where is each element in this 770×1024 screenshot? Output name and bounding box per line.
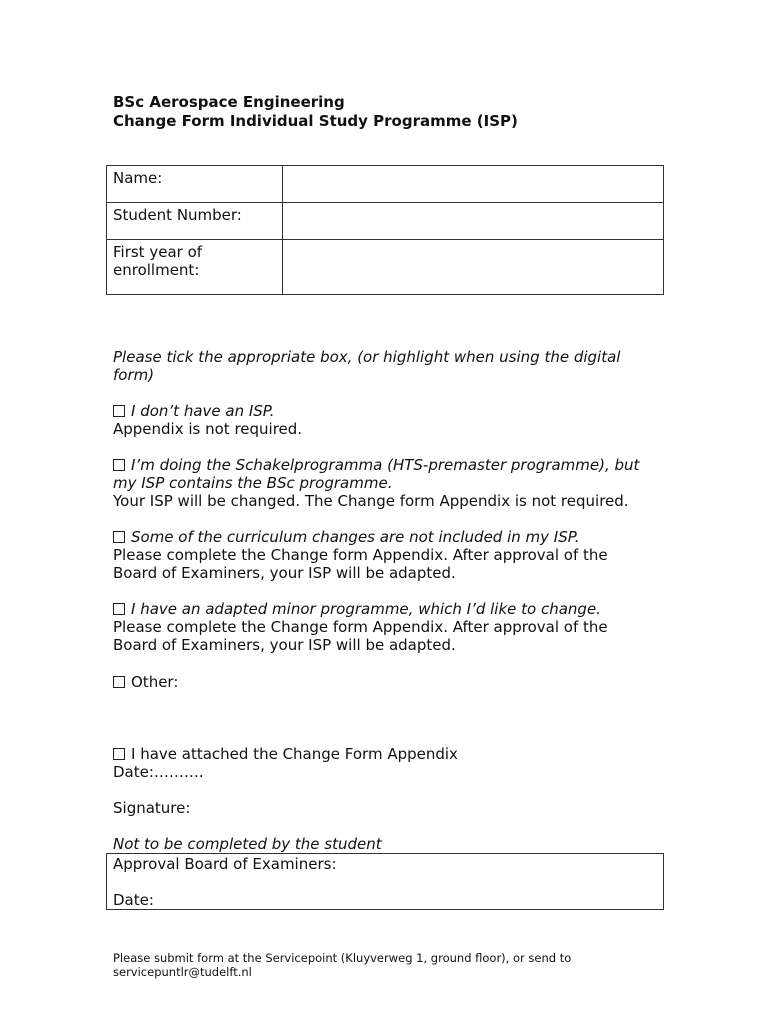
option-schakel-heading: I’m doing the Schakelprogramma (HTS-premaster programme), but bbox=[131, 456, 640, 474]
student-number-field[interactable] bbox=[283, 203, 664, 240]
instructions-line1: Please tick the appropriate box, (or highlight when using the digital bbox=[113, 348, 621, 366]
option-curriculum-body1: Please complete the Change form Appendix. After approval of the bbox=[113, 546, 608, 564]
option-other-label: Other: bbox=[131, 673, 179, 691]
option-curriculum-heading: Some of the curriculum changes are not included in my ISP. bbox=[131, 528, 580, 546]
instructions bbox=[113, 348, 658, 384]
checkbox-other[interactable] bbox=[113, 676, 125, 688]
title-programme: BSc Aerospace Engineering bbox=[113, 93, 345, 111]
name-field[interactable] bbox=[283, 166, 664, 203]
footer-line1: Please submit form at the Servicepoint (Kluyverweg 1, ground floor), or send to bbox=[113, 951, 572, 965]
first-year-label-line2: enrollment: bbox=[113, 261, 200, 279]
first-year-label bbox=[107, 240, 283, 295]
option-schakel-heading2: my ISP contains the BSc programme. bbox=[113, 474, 393, 492]
signature-label: Signature: bbox=[113, 799, 191, 817]
student-number-label: Student Number: bbox=[107, 203, 283, 240]
approval-date-label: Date: bbox=[113, 891, 154, 909]
checkbox-curriculum-changes[interactable] bbox=[113, 531, 125, 543]
footer-note bbox=[113, 951, 673, 979]
option-other bbox=[113, 673, 658, 691]
official-use-note: Not to be completed by the student bbox=[113, 835, 382, 853]
option-curriculum-body2: Board of Examiners, your ISP will be adapted. bbox=[113, 564, 456, 582]
attachment-label: I have attached the Change Form Appendix bbox=[131, 745, 458, 763]
option-no-isp-heading: I don’t have an ISP. bbox=[131, 402, 275, 420]
checkbox-schakelprogramma[interactable] bbox=[113, 459, 125, 471]
approval-box bbox=[106, 853, 664, 910]
option-minor-body1: Please complete the Change form Appendix. After approval of the bbox=[113, 618, 608, 636]
option-schakel-body: Your ISP will be changed. The Change form Appendix is not required. bbox=[113, 492, 629, 510]
option-no-isp bbox=[113, 402, 658, 438]
checkbox-adapted-minor[interactable] bbox=[113, 603, 125, 615]
first-year-field[interactable] bbox=[283, 240, 664, 295]
option-minor-heading: I have an adapted minor programme, which I’d like to change. bbox=[131, 600, 601, 618]
approval-label: Approval Board of Examiners: bbox=[113, 855, 337, 873]
checkbox-no-isp[interactable] bbox=[113, 405, 125, 417]
first-year-row bbox=[107, 240, 664, 295]
title-form: Change Form Individual Study Programme (ISP) bbox=[113, 112, 518, 130]
option-no-isp-body: Appendix is not required. bbox=[113, 420, 303, 438]
document-title bbox=[113, 93, 518, 131]
attachment-date: Date:………. bbox=[113, 763, 204, 781]
student-info-table bbox=[106, 165, 664, 295]
option-minor-body2: Board of Examiners, your ISP will be adapted. bbox=[113, 636, 456, 654]
student-number-row bbox=[107, 203, 664, 240]
footer-email[interactable]: servicepuntlr@tudelft.nl bbox=[113, 965, 252, 979]
attachment-section bbox=[113, 745, 658, 781]
name-label: Name: bbox=[107, 166, 283, 203]
option-schakelprogramma bbox=[113, 456, 658, 510]
option-curriculum-changes bbox=[113, 528, 658, 582]
checkbox-attached-appendix[interactable] bbox=[113, 748, 125, 760]
option-adapted-minor bbox=[113, 600, 658, 654]
name-row bbox=[107, 166, 664, 203]
first-year-label-line1: First year of bbox=[113, 243, 203, 261]
instructions-line2: form) bbox=[113, 366, 155, 384]
